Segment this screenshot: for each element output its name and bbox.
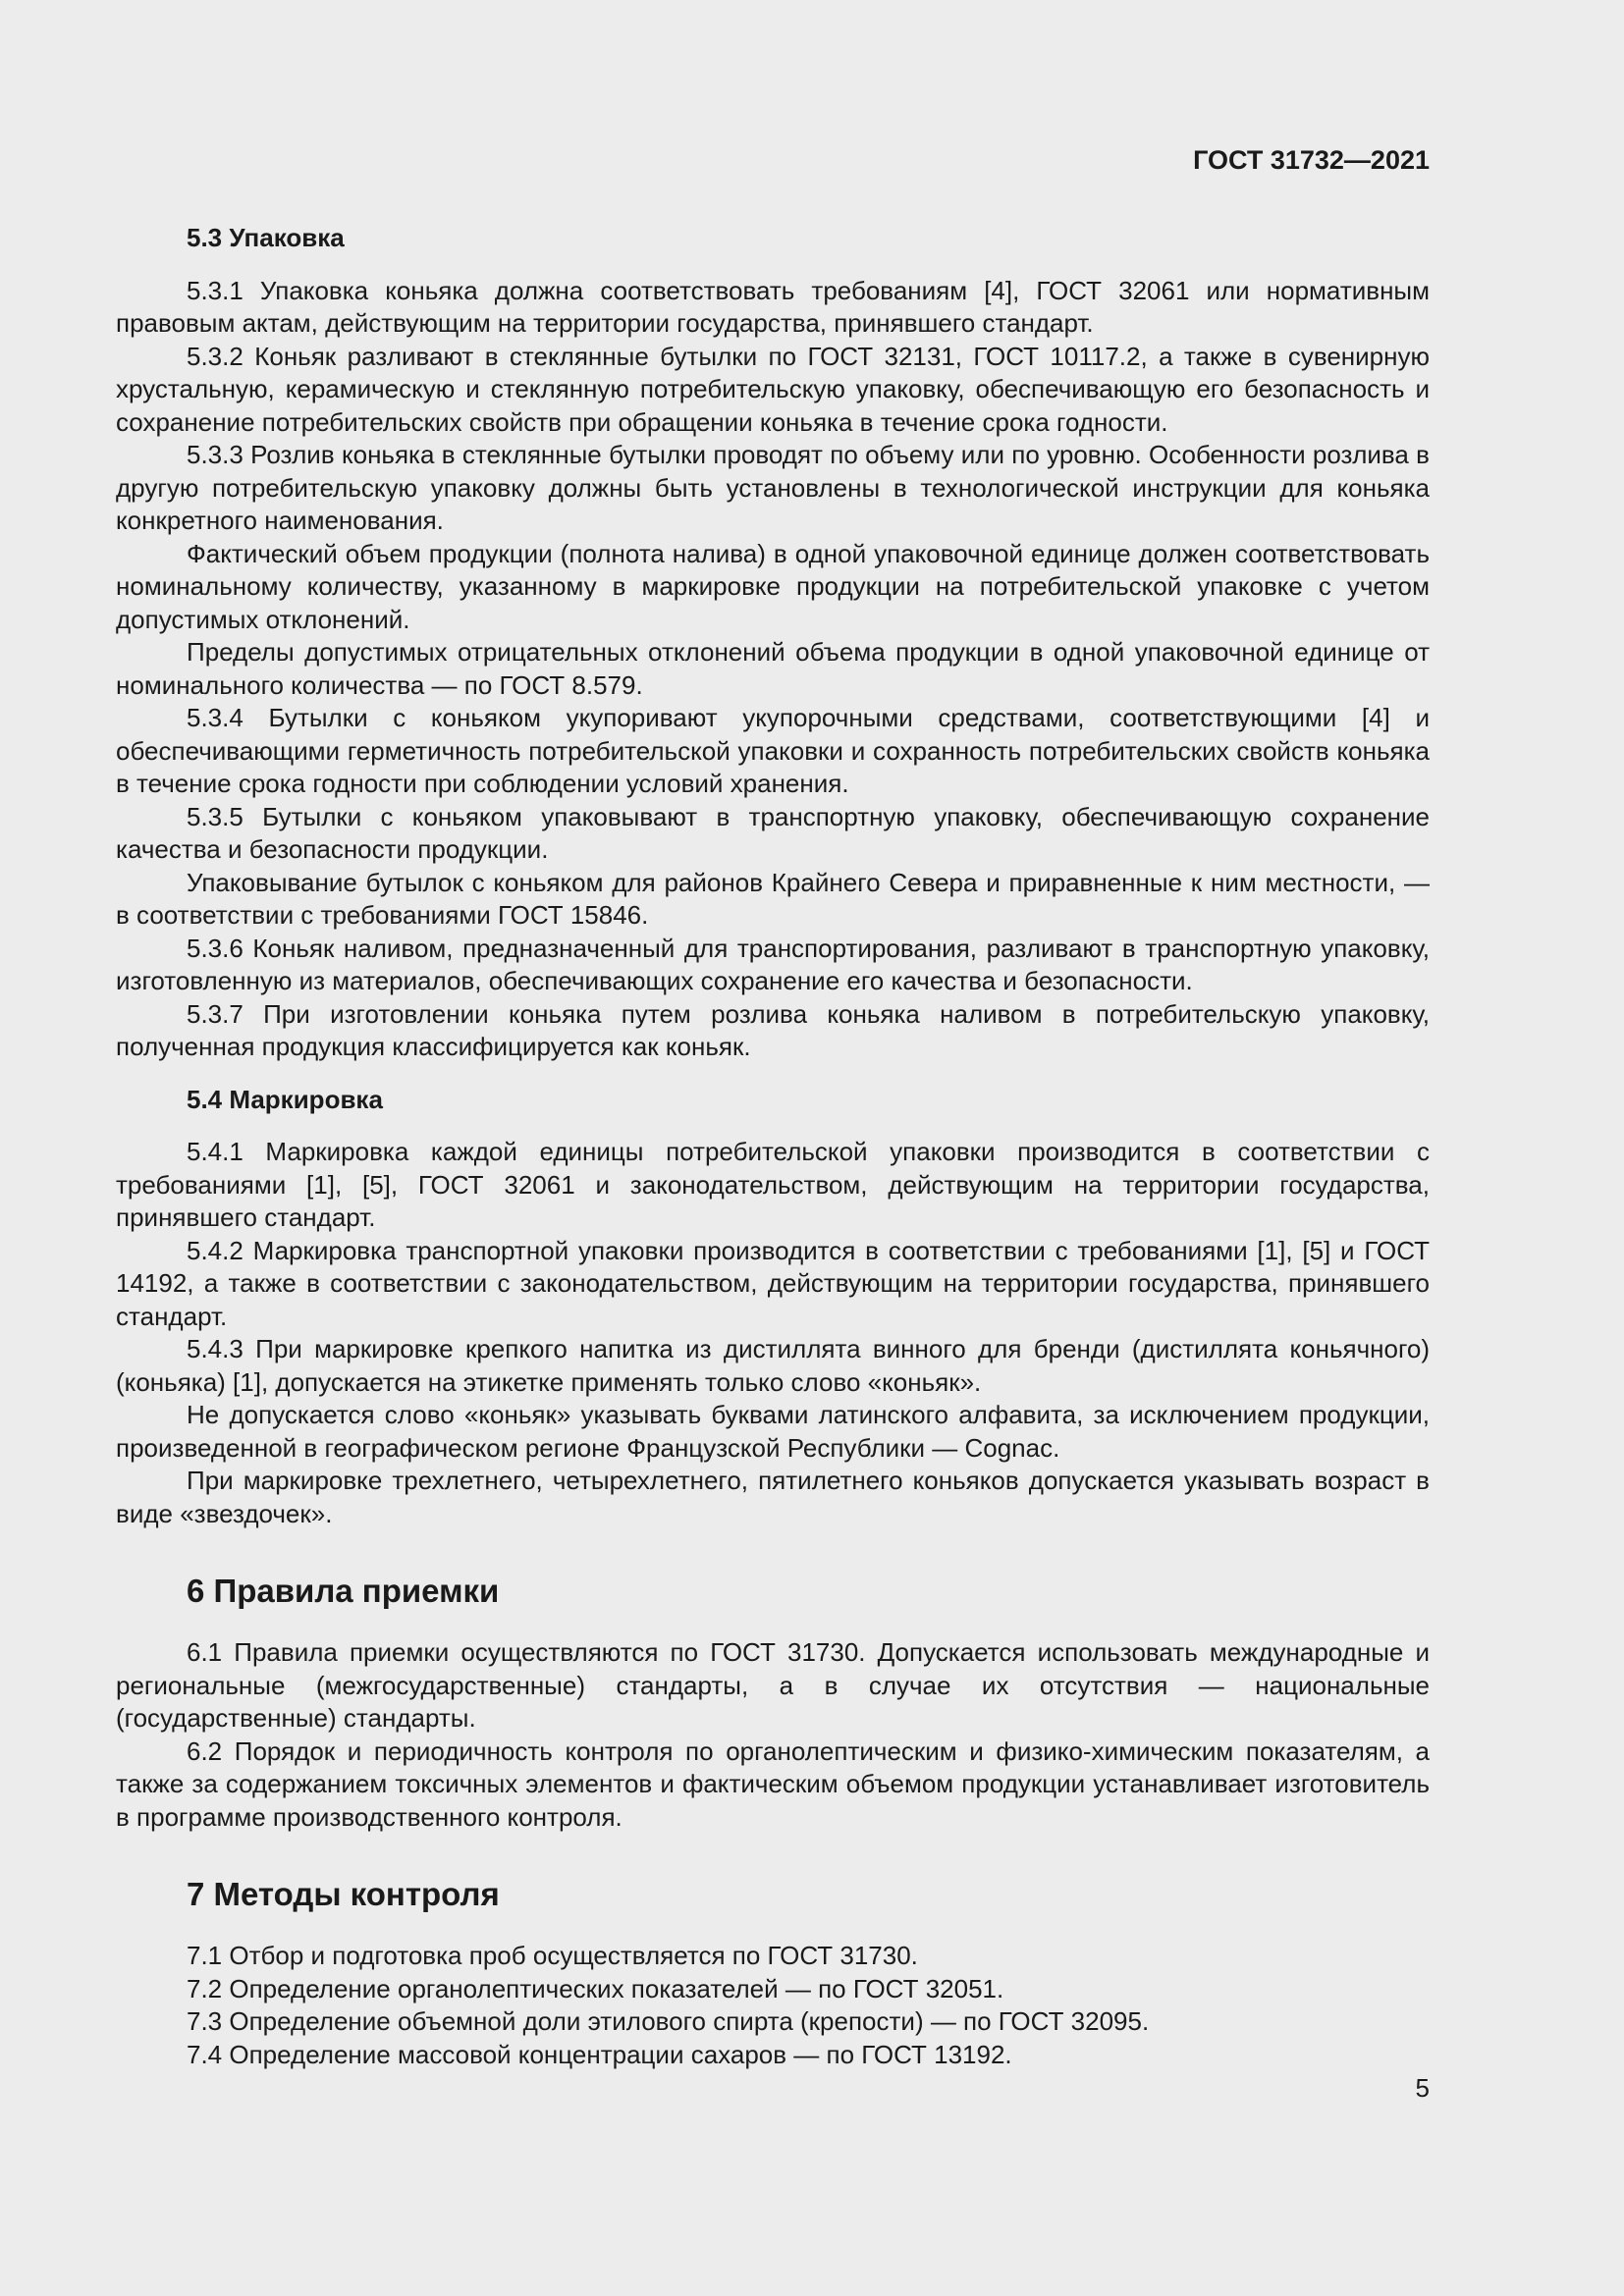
- paragraph-5-3-3-deviations: Пределы допустимых отрицательных отклонений объема продукции в одной упаковочной единице от номинального количества — по ГОСТ 8.579.: [116, 637, 1430, 700]
- list-item-7-2: 7.2 Определение органолептических показателей — по ГОСТ 32051.: [187, 1973, 1004, 2003]
- paragraph-5-4-1: 5.4.1 Маркировка каждой единицы потребительской упаковки производится в соответствии с требованиями [1], [5], ГОСТ 32061 и законодательством, действующим на территории государства, принявшего стандарт.: [116, 1137, 1430, 1232]
- list-item-7-1: 7.1 Отбор и подготовка проб осуществляется по ГОСТ 31730.: [187, 1941, 918, 1970]
- paragraph-5-3-6: 5.3.6 Коньяк наливом, предназначенный для транспортирования, разливают в транспортную упаковку, изготовленную из материалов, обеспечивающих сохранение его качества и безопасности.: [116, 933, 1430, 995]
- paragraph-5-3-3: 5.3.3 Розлив коньяка в стеклянные бутылки проводят по объему или по уровню. Особенности розлива в другую потребительскую упаковку должны быть установлены в технологической инструкции для коньяка конкретного наименования.: [116, 440, 1430, 535]
- paragraph-5-3-7: 5.3.7 При изготовлении коньяка путем розлива коньяка наливом в потребительскую упаковку, полученная продукция классифицируется как коньяк.: [116, 998, 1430, 1061]
- paragraph-5-4-3-latin: Не допускается слово «коньяк» указывать буквами латинского алфавита, за исключением продукции, произведенной в географическом регионе Французской Республики — Cognac.: [116, 1400, 1430, 1463]
- paragraph-5-3-3-volume: Фактический объем продукции (полнота налива) в одной упаковочной единице должен соответствовать номинальному количеству, указанному в маркировке продукции на потребительской упаковке с учетом допустимых отклонений.: [116, 538, 1430, 634]
- list-item-7-4: 7.4 Определение массовой концентрации сахаров — по ГОСТ 13192.: [187, 2039, 1012, 2069]
- paragraph-5-3-5-north: Упаковывание бутылок с коньяком для районов Крайнего Севера и приравненные к ним местности, — в соответствии с требованиями ГОСТ 15846.: [116, 867, 1430, 930]
- paragraph-5-3-5: 5.3.5 Бутылки с коньяком упаковывают в транспортную упаковку, обеспечивающую сохранение качества и безопасности продукции.: [116, 801, 1430, 864]
- paragraph-5-4-3: 5.4.3 При маркировке крепкого напитка из дистиллята винного для бренди (дистиллята коньячного) (коньяка) [1], допускается на этикетке применять только слово «коньяк».: [116, 1334, 1430, 1397]
- paragraph-6-2: 6.2 Порядок и периодичность контроля по органолептическим и физико-химическим показателям, а также за содержанием токсичных элементов и фактическим объемом продукции устанавливает изготовитель в программе производственного контроля.: [116, 1735, 1430, 1832]
- section-5-4-heading: 5.4 Маркировка: [187, 1084, 383, 1114]
- paragraph-5-3-2: 5.3.2 Коньяк разливают в стеклянные бутылки по ГОСТ 32131, ГОСТ 10117.2, а также в сувенирную хрустальную, керамическую и стеклянную потребительскую упаковку, обеспечивающую его безопасность и сохранение потребительских свойств при обращении коньяка в течение срока годности.: [116, 341, 1430, 437]
- document-id: ГОСТ 31732—2021: [1193, 145, 1430, 175]
- section-7-title: 7 Методы контроля: [187, 1876, 500, 1912]
- section-6-title: 6 Правила приемки: [187, 1573, 500, 1609]
- page-content: [116, 222, 1430, 2071]
- list-item-7-3: 7.3 Определение объемной доли этилового спирта (крепости) — по ГОСТ 32095.: [187, 2006, 1150, 2036]
- paragraph-5-3-1: 5.3.1 Упаковка коньяка должна соответствовать требованиям [4], ГОСТ 32061 или нормативным правовым актам, действующим на территории государства, принявшего стандарт.: [116, 275, 1430, 338]
- paragraph-6-1: 6.1 Правила приемки осуществляются по ГОСТ 31730. Допускается использовать международные и региональные (межгосударственные) стандарты, а в случае их отсутствия — национальные (государственные) стандарты.: [116, 1637, 1430, 1733]
- section-5-3-heading: 5.3 Упаковка: [187, 223, 345, 252]
- page-number: 5: [1415, 2073, 1430, 2103]
- paragraph-5-4-2: 5.4.2 Маркировка транспортной упаковки производится в соответствии с требованиями [1], [5] и ГОСТ 14192, а также в соответствии с законодательством, действующим на территории государства, принявшего стандарт.: [116, 1235, 1430, 1331]
- paragraph-5-3-4: 5.3.4 Бутылки с коньяком укупоривают укупорочными средствами, соответствующими [4] и обеспечивающими герметичность потребительской упаковки и сохранность потребительских свойств коньяка в течение срока годности при соблюдении условий хранения.: [116, 703, 1430, 798]
- paragraph-5-4-3-stars: При маркировке трехлетнего, четырехлетнего, пятилетнего коньяков допускается указывать возраст в виде «звездочек».: [116, 1466, 1430, 1528]
